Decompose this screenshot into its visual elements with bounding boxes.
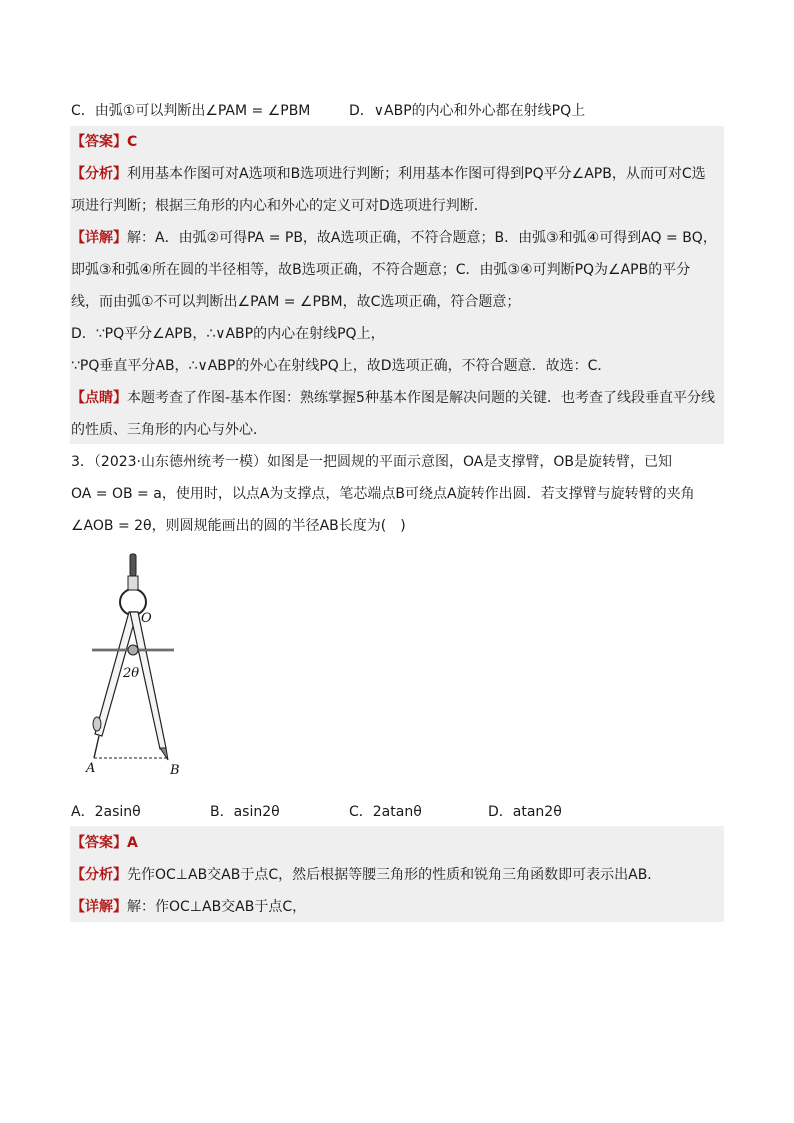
analysis-text-cont: 项进行判断；根据三角形的内心和外心的定义可对D选项进行判断． (71, 198, 488, 214)
detail-text: 解：A．由弧②可得PA = PB，故A选项正确，不符合题意；B．由弧③和弧④可得到AQ = BQ， (127, 230, 717, 246)
label-angle: 2θ (123, 666, 140, 681)
adjust-wheel (128, 645, 138, 655)
answer-tag: 【答案】 (71, 835, 127, 851)
answer-value: A (127, 835, 138, 851)
analysis-row-q2 (71, 163, 706, 185)
label-a: A (86, 761, 96, 776)
option-d-line: D．∨ABP的内心和外心都在射线PQ上 (349, 103, 586, 119)
detail-row-q3 (71, 896, 306, 918)
analysis-tag: 【分析】 (71, 166, 127, 182)
analysis-tag: 【分析】 (71, 867, 127, 883)
analysis-text: 先作OC⊥AB交AB于点C，然后根据等腰三角形的性质和锐角三角函数即可表示出AB． (127, 867, 662, 883)
detail-tag: 【详解】 (71, 899, 127, 915)
q3-option-a: A．2asinθ (71, 804, 141, 820)
detail-text-5: ∵PQ垂直平分AB，∴∨ABP的外心在射线PQ上，故D选项正确，不符合题意．故选：C． (71, 358, 612, 374)
needle-a (94, 736, 99, 758)
label-b: B (170, 763, 180, 778)
answer-row-q3 (71, 832, 138, 854)
compass-figure (82, 552, 192, 782)
q3-stem-3: ∠AOB = 2θ，则圆规能画出的圆的半径AB长度为( ) (71, 518, 406, 534)
comment-tag: 【点睛】 (71, 390, 127, 406)
detail-tag: 【详解】 (71, 230, 127, 246)
answer-value: C (127, 134, 138, 150)
answer-row-q2 (71, 131, 137, 153)
detail-text-3: 线，而由弧①不可以判断出∠PAM = ∠PBM，故C选项正确，符合题意； (71, 294, 521, 310)
q3-option-c: C．2atanθ (349, 804, 422, 820)
comment-text-2: 的性质、三角形的内心与外心． (71, 422, 267, 438)
q3-stem-2: OA = OB = a，使用时，以点A为支撑点，笔芯端点B可绕点A旋转作出圆．若支撑臂与旋转臂的夹角 (71, 486, 695, 502)
label-o: O (141, 611, 152, 626)
answer-tag: 【答案】 (71, 134, 127, 150)
q3-option-b: B．asin2θ (210, 804, 280, 820)
comment-text: 本题考查了作图-基本作图：熟练掌握5种基本作图是解决问题的关键．也考查了线段垂直平分线 (127, 390, 715, 406)
analysis-text: 利用基本作图可对A选项和B选项进行判断；利用基本作图可得到PQ平分∠APB，从而可对C选 (127, 166, 706, 182)
option-c-line: C．由弧①可以判断出∠PAM = ∠PBM (71, 103, 311, 119)
comment-row-q2 (71, 387, 715, 409)
analysis-row-q3 (71, 864, 661, 886)
q3-stem-1: 3．（2023·山东德州统考一模）如图是一把圆规的平面示意图，OA是支撑臂，OB是旋转臂，已知 (71, 454, 672, 470)
q3-option-d: D．atan2θ (488, 804, 562, 820)
detail-text-4: D．∵PQ平分∠APB，∴∨ABP的内心在射线PQ上， (71, 326, 385, 342)
detail-text: 解：作OC⊥AB交AB于点C， (127, 899, 307, 915)
compass-handle (130, 554, 136, 576)
detail-row-q2 (71, 227, 717, 249)
detail-text-2: 即弧③和弧④所在圆的半径相等，故B选项正确，不符合题意；C．由弧③④可判断PQ为∠APB的平分 (71, 262, 691, 278)
